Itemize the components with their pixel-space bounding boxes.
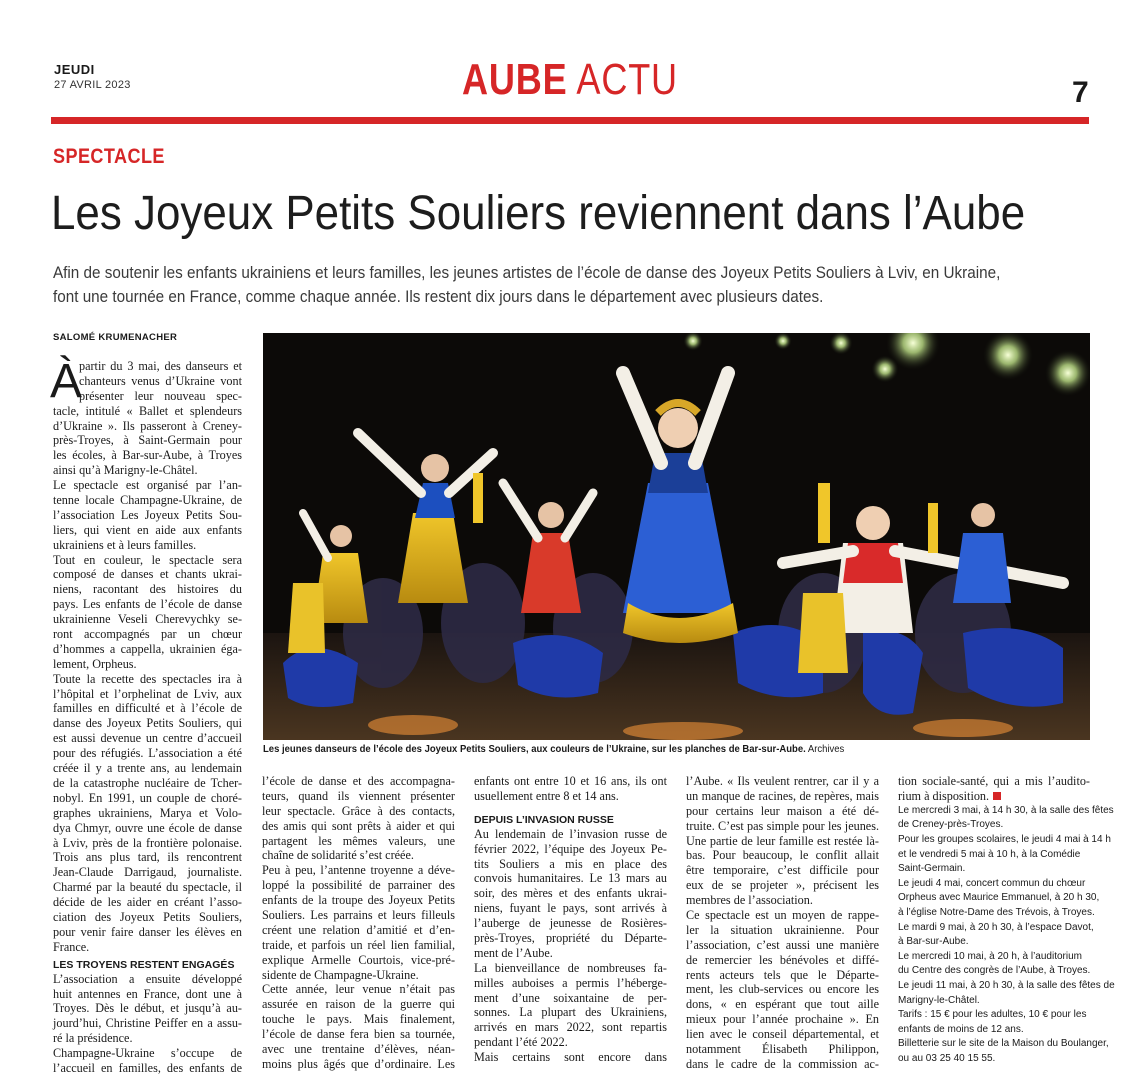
- text-line: rents acteurs tels que le Départe-: [686, 967, 879, 982]
- text-line: dans le cadre de la commission ac-: [686, 1056, 879, 1071]
- text-line: moins plus âgés que d’ordinaire. Les: [262, 1056, 455, 1071]
- text-line: tits Souliers a mis en place des: [474, 856, 667, 871]
- text-line: mieux pour l’année prochaine ». En: [686, 1012, 879, 1027]
- text-line: convois humanitaires. Le 13 mars au: [474, 871, 667, 886]
- text-line: milles auboises a permis l’héberge-: [474, 975, 667, 990]
- text-line: ler la situation ukrainienne. Pour: [686, 922, 879, 937]
- text-line: loppé la possibilité de parrainer des: [262, 878, 455, 893]
- text-line: l’association Les Joyeux Petits Sou-: [53, 507, 242, 522]
- text-line: l’auberge de jeunesse de Rosières-: [474, 916, 667, 931]
- text-line: niens, fuyant le pays, sont arrivés à: [474, 901, 667, 916]
- text-line: est aussi devenue un centre d’accueil: [53, 731, 242, 746]
- text-line: enfants de la troupe des Joyeux Petits: [262, 893, 455, 908]
- text-line: l’Aube. « Ils veulent rentrer, car il y a: [686, 774, 879, 788]
- agenda-line: Tarifs : 15 € pour les adultes, 10 € pour les: [898, 1009, 1087, 1021]
- text-line: tenne locale Champagne-Ukraine, de: [53, 493, 242, 508]
- text-line: de remercier les bénévoles et diffé-: [686, 952, 879, 967]
- text-line: composé de danses et chants ukrai-: [53, 567, 242, 582]
- event-agenda: [898, 804, 1115, 1067]
- text-line: huit antennes en France, dont une à: [53, 986, 242, 1001]
- text-line: Toute la recette des spectacles ira à: [53, 671, 242, 686]
- text-line: touche le pays. Mais finalement,: [262, 1012, 455, 1027]
- agenda-line: Pour les groupes scolaires, le jeudi 4 mai à 14 h: [898, 833, 1111, 845]
- text-line: graphes ukrainiens, Marya et Volo-: [53, 805, 242, 820]
- text-line: bas. Pour beaucoup, le conflit allait: [686, 848, 879, 863]
- text-line: Trois ans plus tard, ils rencontrent: [53, 850, 242, 865]
- text-line: rium à disposition.: [898, 789, 1090, 804]
- text-line: Le spectacle est organisé par l’an-: [53, 478, 242, 493]
- agenda-line: Billetterie sur le site de la Maison du Boulanger,: [898, 1038, 1109, 1050]
- section-title-bold: AUBE: [462, 55, 568, 104]
- article-column-3: [474, 774, 667, 1065]
- agenda-line: Le mardi 9 mai, à 20 h 30, à l’espace Davot,: [898, 921, 1094, 933]
- text-line: tion sociale-santé, qui a mis l’audito-: [898, 774, 1090, 788]
- text-line: La bienveillance de nombreuses fa-: [474, 960, 667, 975]
- issue-date: 27 AVRIL 2023: [54, 79, 131, 91]
- text-line: pour venir faire danser les élèves en: [53, 924, 242, 939]
- text-line: chanteurs venus d’Ukraine vont: [79, 373, 242, 388]
- text-line: des amis qui sont prêts à aider et qui: [262, 818, 455, 833]
- text-line: explique Armelle Courtois, vice-pré-: [262, 952, 455, 967]
- text-line: Au lendemain de l’invasion russe de: [474, 826, 667, 841]
- text-line: l’école de danse et des accompagna-: [262, 774, 455, 788]
- agenda-line: et le vendredi 5 mai à 10 h, à la Comédie: [898, 848, 1081, 860]
- header-divider: [51, 117, 1089, 124]
- agenda-line: Le mercredi 3 mai, à 14 h 30, à la salle des fêtes: [898, 804, 1114, 816]
- section-title: [103, 55, 1038, 104]
- text-line: soir, des mères et des enfants ukrai-: [474, 886, 667, 901]
- agenda-line: ou au 03 25 40 15 55.: [898, 1052, 996, 1064]
- agenda-line: Saint-Germain.: [898, 863, 966, 875]
- article-column-2: [262, 774, 455, 1072]
- text-line: usuellement entre 8 et 14 ans.: [474, 788, 619, 803]
- text-line: les écoles, à Bar-sur-Aube, à Troyes: [53, 448, 242, 463]
- text-line: familles en difficulté et à l’école de: [53, 701, 242, 716]
- text-line: Peu à peu, l’antenne troyenne a déve-: [262, 863, 455, 878]
- text-line: présenter leur nouveau spec-: [79, 388, 242, 403]
- article-photo: [263, 333, 1090, 740]
- drop-cap: À: [50, 355, 83, 408]
- article-headline: Les Joyeux Petits Souliers reviennent dans l’Aube: [51, 187, 1026, 240]
- text-line: danse des Joyeux Petits Souliers, qui: [53, 716, 242, 731]
- text-line: pays. Les enfants de l’école de danse: [53, 597, 242, 612]
- text-line: chaîne de solidarité s’est créée.: [262, 848, 414, 863]
- text-line: notamment Élisabeth Philippon,: [686, 1042, 879, 1057]
- text-line: Ce spectacle est un moyen de rappe-: [686, 908, 879, 923]
- text-line: créent une relation d’amitié et d’en-: [262, 922, 455, 937]
- text-line: décide de les aider en créant l’asso-: [53, 895, 242, 910]
- article-standfirst-line: font une tournée en France, comme chaque année. Ils restent dix jours dans le département avec plusieurs dates.: [53, 288, 824, 306]
- agenda-line: Orpheus avec Maurice Emmanuel, à 20 h 30,: [898, 892, 1100, 904]
- text-line: dons, « en espérant que tout aille: [686, 997, 879, 1012]
- section-subhead: LES TROYENS RESTENT ENGAGÉS: [53, 958, 235, 971]
- text-line: Cette année, leur venue n’était pas: [262, 982, 455, 997]
- section-title-light: ACTU: [576, 55, 678, 104]
- text-line: de la catastrophe nucléaire de Tcher-: [53, 775, 242, 790]
- text-line: ainsi qu’à Marigny-le-Châtel.: [53, 463, 198, 478]
- text-line: être temporaire, c’est difficile pour: [686, 863, 879, 878]
- text-line: ré la présidence.: [53, 1031, 133, 1046]
- text-line: avec une trentaine d’élèves, néan-: [262, 1042, 455, 1057]
- photo-caption: [263, 744, 844, 755]
- text-line: pendant l’été 2022.: [474, 1035, 568, 1050]
- agenda-line: à Bar-sur-Aube.: [898, 936, 969, 948]
- text-line: membres de l’association.: [686, 893, 813, 908]
- text-line: assurée en raison de la guerre qui: [262, 997, 455, 1012]
- text-line: lement, Orpheus.: [53, 656, 137, 671]
- text-line: Une partie de leur famille est restée là-: [686, 833, 879, 848]
- text-line: traide, et parfois un réel lien familial,: [262, 937, 455, 952]
- text-line: nobyl. En 1991, un couple de choré-: [53, 790, 242, 805]
- text-line: sonnes. La plupart des Ukrainiens,: [474, 1005, 667, 1020]
- text-line: Jean-Claude Darrigaud, journaliste.: [53, 865, 242, 880]
- text-line: d’Ukraine ». Ils passeront à Creney-: [53, 418, 242, 433]
- agenda-line: du Centre des congrès de l’Aube, à Troyes.: [898, 965, 1091, 977]
- text-line: ment de l’Aube.: [474, 945, 553, 960]
- text-line: février 2022, l’équipe des Joyeux Pe-: [474, 841, 667, 856]
- agenda-line: à l’église Notre-Dame des Trévois, à Troyes.: [898, 906, 1095, 918]
- text-line: liers, qui vient en aide aux enfants: [53, 522, 242, 537]
- dancers-on-stage-image: [263, 333, 1090, 740]
- text-line: ukrainiens et à leurs familles.: [53, 537, 197, 552]
- issue-day: JEUDI: [54, 62, 95, 77]
- text-line: l’école de danse fera bien sa tournée,: [262, 1027, 455, 1042]
- agenda-line: Le mercredi 10 mai, à 20 h, à l’auditorium: [898, 950, 1082, 962]
- text-line: leur spectacle. Grâce à des contacts,: [262, 803, 455, 818]
- agenda-line: Le jeudi 4 mai, concert commun du chœur: [898, 877, 1086, 889]
- text-line: arrivés en mars 2022, sont repartis: [474, 1020, 667, 1035]
- text-line: truite. C’est pas simple pour les jeunes.: [686, 818, 879, 833]
- text-line: partagent les mêmes valeurs, une: [262, 833, 455, 848]
- text-line: eux de se projeter », précisent les: [686, 878, 879, 893]
- text-line: Champagne-Ukraine s’occupe de: [53, 1046, 242, 1061]
- article-column-4: [686, 774, 879, 1072]
- text-line: ment d’une soixantaine de per-: [474, 990, 667, 1005]
- text-line: pour des réfugiés. L’association a été: [53, 746, 242, 761]
- text-line: L’association a ensuite développé: [53, 971, 242, 986]
- text-line: ront accompagnés par un chœur: [53, 627, 242, 642]
- article-kicker: SPECTACLE: [53, 145, 165, 168]
- photo-credit: Archives: [807, 744, 845, 755]
- text-line: Troyes. Dès le début, et jusqu’à au-: [53, 1001, 242, 1016]
- text-line: ukrainienne Veseli Cherevychky se-: [53, 612, 242, 627]
- article-standfirst-line: Afin de soutenir les enfants ukrainiens et leurs familles, les jeunes artistes de l’école de danse des Joyeux Petits Souliers à Lviv, en Ukraine,: [53, 264, 1001, 282]
- photo-caption-text: Les jeunes danseurs de l’école des Joyeux Petits Souliers, aux couleurs de l’Ukraine, sur les planches de Bar-sur-Aube.: [263, 744, 806, 755]
- text-line: créée il y a trente ans, au lendemain: [53, 761, 242, 776]
- text-line: Souliers. Les parrains et leurs filleuls: [262, 908, 455, 923]
- page-number: 7: [1072, 76, 1089, 109]
- text-line: ment, les club-services ou encore les: [686, 982, 879, 997]
- text-line: Charmé par la beauté du spectacle, il: [53, 880, 242, 895]
- text-line: Mais certains sont encore dans: [474, 1050, 667, 1065]
- text-line: France.: [53, 939, 90, 954]
- text-line: dya Chmyr, ouvre une école de danse: [53, 820, 242, 835]
- text-line: d’hommes a cappella, ukrainien éga-: [53, 641, 242, 656]
- article-column-5: [898, 774, 1115, 1066]
- text-line: près-Troyes, à Saint-Germain pour: [53, 433, 242, 448]
- text-line: Tout en couleur, le spectacle sera: [53, 552, 242, 567]
- text-line: lien avec le conseil départemental, et: [686, 1027, 879, 1042]
- text-line: pour certains leur maison a été dé-: [686, 803, 879, 818]
- agenda-line: Le jeudi 11 mai, à 20 h 30, à la salle des fêtes de: [898, 979, 1115, 991]
- text-line: niens, racontant des histoires du: [53, 582, 242, 597]
- article-byline: SALOMÉ KRUMENACHER: [53, 332, 178, 343]
- text-line: enfants ont entre 10 et 16 ans, ils ont: [474, 774, 667, 788]
- text-line: l’hôpital et l’orphelinat de Lviv, aux: [53, 686, 242, 701]
- text-line: l’association, c’est aussi une manière: [686, 937, 879, 952]
- text-line: à Lviv, près de la frontière polonaise.: [53, 835, 242, 850]
- text-line: l’accueil en familles, des enfants de: [53, 1060, 242, 1075]
- text-line: tacle, intitulé « Ballet et splendeurs: [53, 403, 242, 418]
- end-of-article-mark: [993, 792, 1001, 800]
- section-subhead: DEPUIS L’INVASION RUSSE: [474, 813, 614, 826]
- text-line: un manque de racines, de repères, mais: [686, 788, 879, 803]
- text-line: près-Troyes, propriété du Départe-: [474, 931, 667, 946]
- agenda-line: enfants de moins de 12 ans.: [898, 1023, 1024, 1035]
- article-column-1: [53, 359, 242, 1076]
- text-line: sidente de Champagne-Ukraine.: [262, 967, 419, 982]
- text-line: jourd’hui, Christine Peiffer en a assu-: [53, 1016, 242, 1031]
- text-line: partir du 3 mai, des danseurs et: [79, 359, 242, 373]
- agenda-line: Marigny-le-Châtel.: [898, 994, 980, 1006]
- text-line: ciation des Joyeux Petits Souliers,: [53, 909, 242, 924]
- text-line: teurs, quand ils viennent présenter: [262, 788, 455, 803]
- agenda-line: de Creney-près-Troyes.: [898, 819, 1004, 831]
